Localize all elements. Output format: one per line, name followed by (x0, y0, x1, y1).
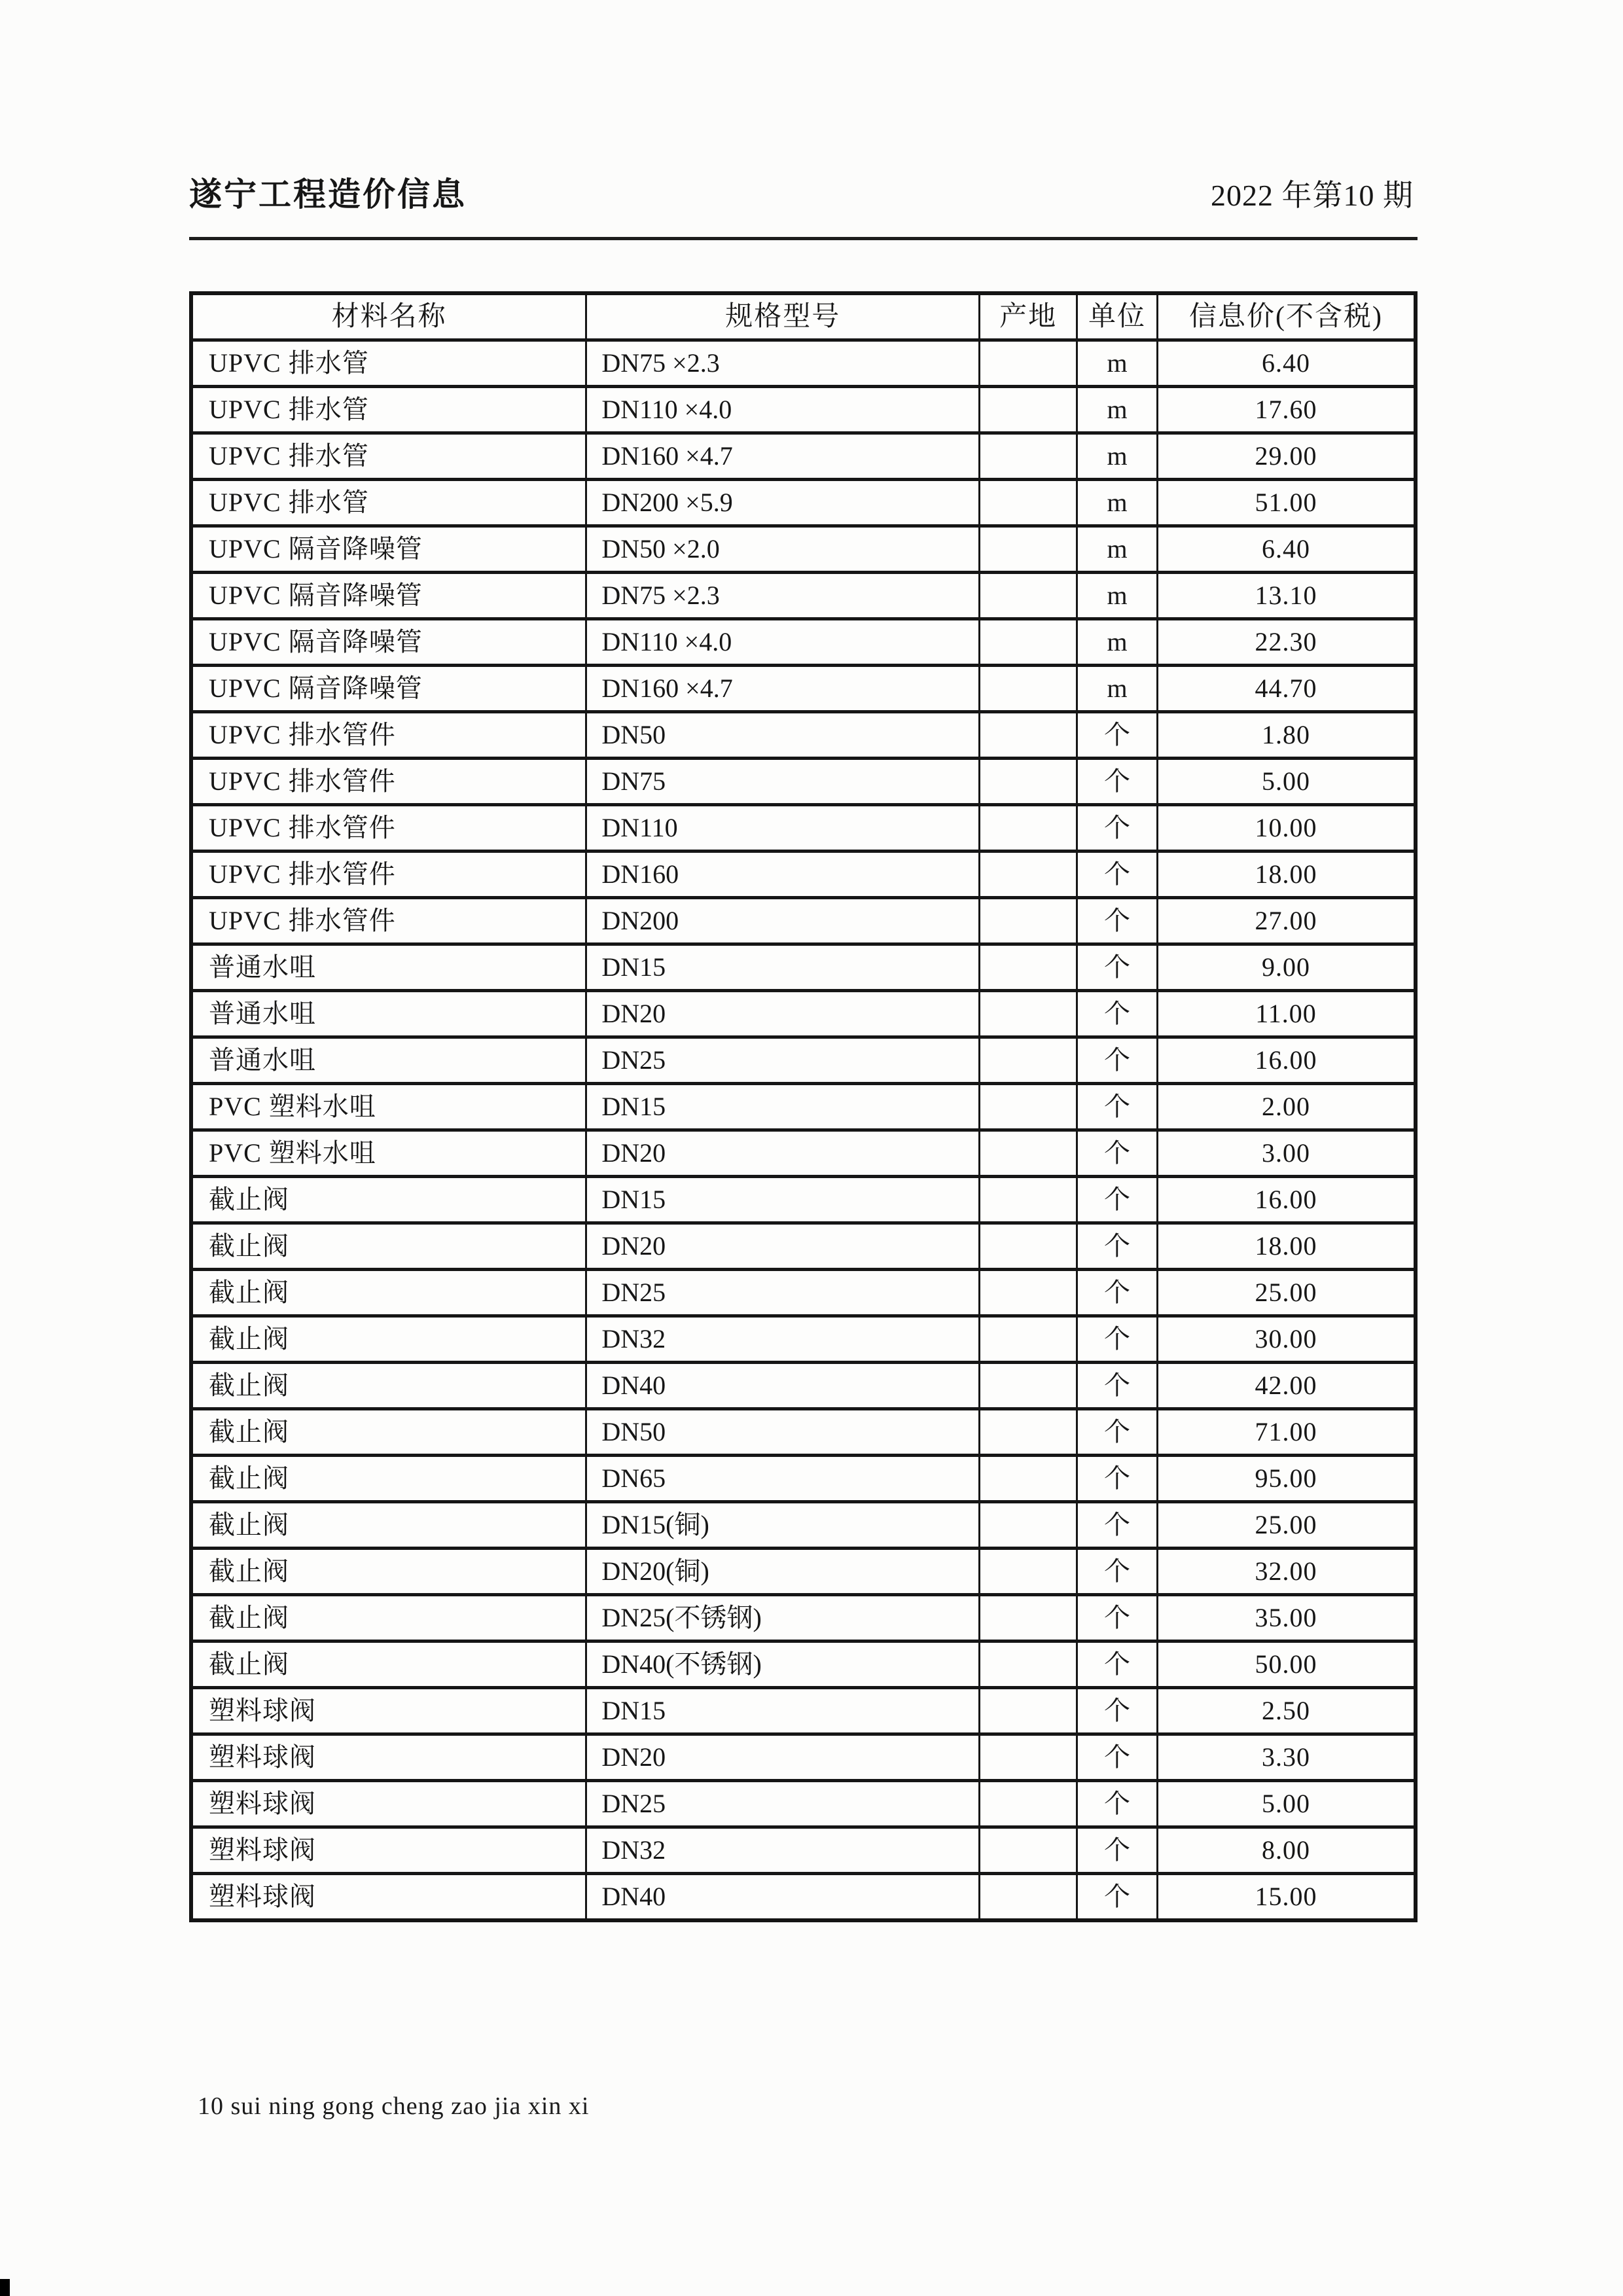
cell-unit: 个 (1077, 991, 1158, 1037)
issue-label: 2022 年第10 期 (1211, 179, 1414, 212)
table-row (191, 852, 1416, 898)
table-row (191, 1130, 1416, 1177)
cell-unit: 个 (1077, 1316, 1158, 1363)
cell-spec: DN20 (586, 1223, 980, 1270)
cell-price: 51.00 (1157, 480, 1416, 526)
cell-material: 普通水咀 (191, 991, 586, 1037)
cell-unit: 个 (1077, 1130, 1158, 1177)
cell-spec: DN75 ×2.3 (586, 340, 980, 387)
cell-origin (980, 387, 1077, 433)
cell-origin (980, 852, 1077, 898)
table-row (191, 1223, 1416, 1270)
cell-material: 塑料球阀 (191, 1734, 586, 1781)
cell-unit: m (1077, 526, 1158, 573)
cell-spec: DN25 (586, 1037, 980, 1084)
price-table (189, 291, 1418, 1922)
cell-price: 5.00 (1157, 759, 1416, 805)
cell-price: 44.70 (1157, 666, 1416, 712)
cell-price: 11.00 (1157, 991, 1416, 1037)
cell-price: 18.00 (1157, 1223, 1416, 1270)
cell-spec: DN20 (586, 1734, 980, 1781)
cell-spec: DN75 (586, 759, 980, 805)
cell-price: 15.00 (1157, 1874, 1416, 1921)
cell-unit: m (1077, 387, 1158, 433)
page-header (189, 178, 1418, 211)
cell-origin (980, 433, 1077, 480)
table-row (191, 1595, 1416, 1641)
cell-material: UPVC 排水管 (191, 387, 586, 433)
cell-origin (980, 898, 1077, 944)
table-row (191, 805, 1416, 852)
cell-unit: 个 (1077, 1688, 1158, 1734)
cell-price: 95.00 (1157, 1456, 1416, 1502)
cell-origin (980, 1688, 1077, 1734)
cell-unit: 个 (1077, 852, 1158, 898)
cell-unit: m (1077, 666, 1158, 712)
cell-material: 截止阀 (191, 1177, 586, 1223)
table-row (191, 759, 1416, 805)
cell-material: 塑料球阀 (191, 1874, 586, 1921)
cell-origin (980, 1874, 1077, 1921)
cell-unit: 个 (1077, 1827, 1158, 1874)
cell-material: 塑料球阀 (191, 1688, 586, 1734)
cell-unit: 个 (1077, 1456, 1158, 1502)
cell-origin (980, 1270, 1077, 1316)
cell-unit: 个 (1077, 1037, 1158, 1084)
cell-spec: DN110 ×4.0 (586, 387, 980, 433)
cell-price: 5.00 (1157, 1781, 1416, 1827)
price-table-body (191, 340, 1416, 1921)
table-row (191, 1084, 1416, 1130)
cell-price: 6.40 (1157, 526, 1416, 573)
cell-unit: 个 (1077, 1734, 1158, 1781)
cell-spec: DN20 (586, 1130, 980, 1177)
cell-price: 8.00 (1157, 1827, 1416, 1874)
cell-price: 42.00 (1157, 1363, 1416, 1409)
cell-unit: 个 (1077, 1177, 1158, 1223)
cell-origin (980, 1595, 1077, 1641)
table-row (191, 1827, 1416, 1874)
cell-material: UPVC 排水管件 (191, 759, 586, 805)
table-row (191, 1502, 1416, 1549)
price-table-head (191, 293, 1416, 340)
cell-material: 截止阀 (191, 1316, 586, 1363)
cell-material: 截止阀 (191, 1270, 586, 1316)
cell-material: 截止阀 (191, 1641, 586, 1688)
cell-price: 3.00 (1157, 1130, 1416, 1177)
cell-unit: 个 (1077, 759, 1158, 805)
cell-material: 截止阀 (191, 1456, 586, 1502)
cell-spec: DN15(铜) (586, 1502, 980, 1549)
cell-unit: 个 (1077, 1641, 1158, 1688)
cell-unit: m (1077, 480, 1158, 526)
cell-price: 71.00 (1157, 1409, 1416, 1456)
cell-origin (980, 480, 1077, 526)
cell-origin (980, 1316, 1077, 1363)
cell-material: 截止阀 (191, 1363, 586, 1409)
cell-spec: DN160 ×4.7 (586, 433, 980, 480)
cell-spec: DN110 (586, 805, 980, 852)
cell-spec: DN20 (586, 991, 980, 1037)
cell-spec: DN50 (586, 1409, 980, 1456)
cell-price: 13.10 (1157, 573, 1416, 619)
cell-spec: DN160 ×4.7 (586, 666, 980, 712)
cell-unit: m (1077, 573, 1158, 619)
cell-spec: DN65 (586, 1456, 980, 1502)
cell-price: 1.80 (1157, 712, 1416, 759)
cell-material: UPVC 隔音降噪管 (191, 666, 586, 712)
cell-origin (980, 340, 1077, 387)
cell-unit: 个 (1077, 944, 1158, 991)
table-row (191, 666, 1416, 712)
cell-price: 3.30 (1157, 1734, 1416, 1781)
cell-unit: m (1077, 340, 1158, 387)
table-row (191, 526, 1416, 573)
cell-origin (980, 1130, 1077, 1177)
cell-price: 30.00 (1157, 1316, 1416, 1363)
table-row (191, 898, 1416, 944)
cell-price: 9.00 (1157, 944, 1416, 991)
cell-material: 截止阀 (191, 1223, 586, 1270)
cell-material: UPVC 隔音降噪管 (191, 573, 586, 619)
table-row (191, 1456, 1416, 1502)
cell-unit: 个 (1077, 898, 1158, 944)
cell-price: 16.00 (1157, 1037, 1416, 1084)
cell-unit: 个 (1077, 712, 1158, 759)
cell-spec: DN40 (586, 1874, 980, 1921)
cell-material: UPVC 隔音降噪管 (191, 619, 586, 666)
scan-artifact-mark (0, 2279, 10, 2296)
column-header-1: 规格型号 (586, 293, 980, 340)
cell-spec: DN32 (586, 1827, 980, 1874)
cell-spec: DN40 (586, 1363, 980, 1409)
cell-origin (980, 712, 1077, 759)
cell-price: 25.00 (1157, 1270, 1416, 1316)
cell-unit: 个 (1077, 1270, 1158, 1316)
cell-material: 截止阀 (191, 1502, 586, 1549)
cell-price: 10.00 (1157, 805, 1416, 852)
cell-origin (980, 619, 1077, 666)
cell-material: UPVC 排水管 (191, 480, 586, 526)
cell-spec: DN15 (586, 1177, 980, 1223)
column-header-3: 单位 (1077, 293, 1158, 340)
cell-origin (980, 1456, 1077, 1502)
cell-price: 25.00 (1157, 1502, 1416, 1549)
table-row (191, 1549, 1416, 1595)
table-row (191, 480, 1416, 526)
header-row (191, 293, 1416, 340)
table-row (191, 573, 1416, 619)
cell-spec: DN15 (586, 1688, 980, 1734)
cell-unit: m (1077, 619, 1158, 666)
cell-material: UPVC 排水管件 (191, 852, 586, 898)
cell-spec: DN32 (586, 1316, 980, 1363)
cell-unit: m (1077, 433, 1158, 480)
table-row (191, 433, 1416, 480)
table-row (191, 1409, 1416, 1456)
table-row (191, 387, 1416, 433)
cell-origin (980, 1549, 1077, 1595)
table-row (191, 340, 1416, 387)
cell-origin (980, 1037, 1077, 1084)
column-header-2: 产地 (980, 293, 1077, 340)
cell-origin (980, 1223, 1077, 1270)
cell-origin (980, 526, 1077, 573)
cell-material: 截止阀 (191, 1549, 586, 1595)
cell-price: 17.60 (1157, 387, 1416, 433)
table-row (191, 1177, 1416, 1223)
cell-material: 截止阀 (191, 1595, 586, 1641)
cell-material: UPVC 排水管件 (191, 805, 586, 852)
table-row (191, 1316, 1416, 1363)
page-footer: 10 sui ning gong cheng zao jia xin xi (198, 2092, 590, 2120)
cell-spec: DN50 (586, 712, 980, 759)
cell-price: 32.00 (1157, 1549, 1416, 1595)
cell-unit: 个 (1077, 1874, 1158, 1921)
cell-material: 普通水咀 (191, 1037, 586, 1084)
cell-spec: DN25 (586, 1781, 980, 1827)
cell-unit: 个 (1077, 1409, 1158, 1456)
cell-price: 2.50 (1157, 1688, 1416, 1734)
cell-origin (980, 573, 1077, 619)
cell-unit: 个 (1077, 1781, 1158, 1827)
cell-origin (980, 1363, 1077, 1409)
cell-material: PVC 塑料水咀 (191, 1130, 586, 1177)
table-row (191, 1874, 1416, 1921)
cell-spec: DN50 ×2.0 (586, 526, 980, 573)
column-header-4: 信息价(不含税) (1157, 293, 1416, 340)
table-row (191, 1037, 1416, 1084)
cell-spec: DN160 (586, 852, 980, 898)
cell-origin (980, 1781, 1077, 1827)
cell-origin (980, 1641, 1077, 1688)
cell-spec: DN40(不锈钢) (586, 1641, 980, 1688)
cell-price: 29.00 (1157, 433, 1416, 480)
column-header-0: 材料名称 (191, 293, 586, 340)
cell-unit: 个 (1077, 1549, 1158, 1595)
cell-origin (980, 1177, 1077, 1223)
cell-origin (980, 1827, 1077, 1874)
cell-material: 普通水咀 (191, 944, 586, 991)
cell-price: 2.00 (1157, 1084, 1416, 1130)
cell-spec: DN75 ×2.3 (586, 573, 980, 619)
cell-price: 22.30 (1157, 619, 1416, 666)
cell-material: 塑料球阀 (191, 1827, 586, 1874)
journal-title: 遂宁工程造价信息 (189, 176, 467, 213)
cell-unit: 个 (1077, 1363, 1158, 1409)
cell-spec: DN200 (586, 898, 980, 944)
table-row (191, 944, 1416, 991)
cell-origin (980, 805, 1077, 852)
table-row (191, 1781, 1416, 1827)
table-row (191, 991, 1416, 1037)
cell-origin (980, 666, 1077, 712)
cell-unit: 个 (1077, 1595, 1158, 1641)
cell-price: 35.00 (1157, 1595, 1416, 1641)
cell-material: PVC 塑料水咀 (191, 1084, 586, 1130)
table-row (191, 619, 1416, 666)
cell-material: UPVC 排水管件 (191, 712, 586, 759)
table-row (191, 712, 1416, 759)
cell-material: 截止阀 (191, 1409, 586, 1456)
cell-spec: DN25 (586, 1270, 980, 1316)
cell-spec: DN25(不锈钢) (586, 1595, 980, 1641)
cell-price: 27.00 (1157, 898, 1416, 944)
cell-material: 塑料球阀 (191, 1781, 586, 1827)
cell-origin (980, 944, 1077, 991)
cell-origin (980, 1084, 1077, 1130)
cell-spec: DN20(铜) (586, 1549, 980, 1595)
cell-spec: DN15 (586, 944, 980, 991)
table-row (191, 1363, 1416, 1409)
cell-price: 50.00 (1157, 1641, 1416, 1688)
cell-material: UPVC 隔音降噪管 (191, 526, 586, 573)
cell-origin (980, 759, 1077, 805)
table-row (191, 1734, 1416, 1781)
cell-unit: 个 (1077, 1223, 1158, 1270)
cell-spec: DN15 (586, 1084, 980, 1130)
table-row (191, 1270, 1416, 1316)
cell-price: 6.40 (1157, 340, 1416, 387)
cell-unit: 个 (1077, 805, 1158, 852)
cell-unit: 个 (1077, 1084, 1158, 1130)
header-rule (189, 237, 1418, 240)
cell-origin (980, 1502, 1077, 1549)
cell-material: UPVC 排水管 (191, 433, 586, 480)
cell-price: 16.00 (1157, 1177, 1416, 1223)
cell-origin (980, 1409, 1077, 1456)
cell-spec: DN110 ×4.0 (586, 619, 980, 666)
cell-material: UPVC 排水管件 (191, 898, 586, 944)
cell-origin (980, 991, 1077, 1037)
table-row (191, 1688, 1416, 1734)
cell-price: 18.00 (1157, 852, 1416, 898)
cell-material: UPVC 排水管 (191, 340, 586, 387)
cell-unit: 个 (1077, 1502, 1158, 1549)
cell-spec: DN200 ×5.9 (586, 480, 980, 526)
table-row (191, 1641, 1416, 1688)
cell-origin (980, 1734, 1077, 1781)
